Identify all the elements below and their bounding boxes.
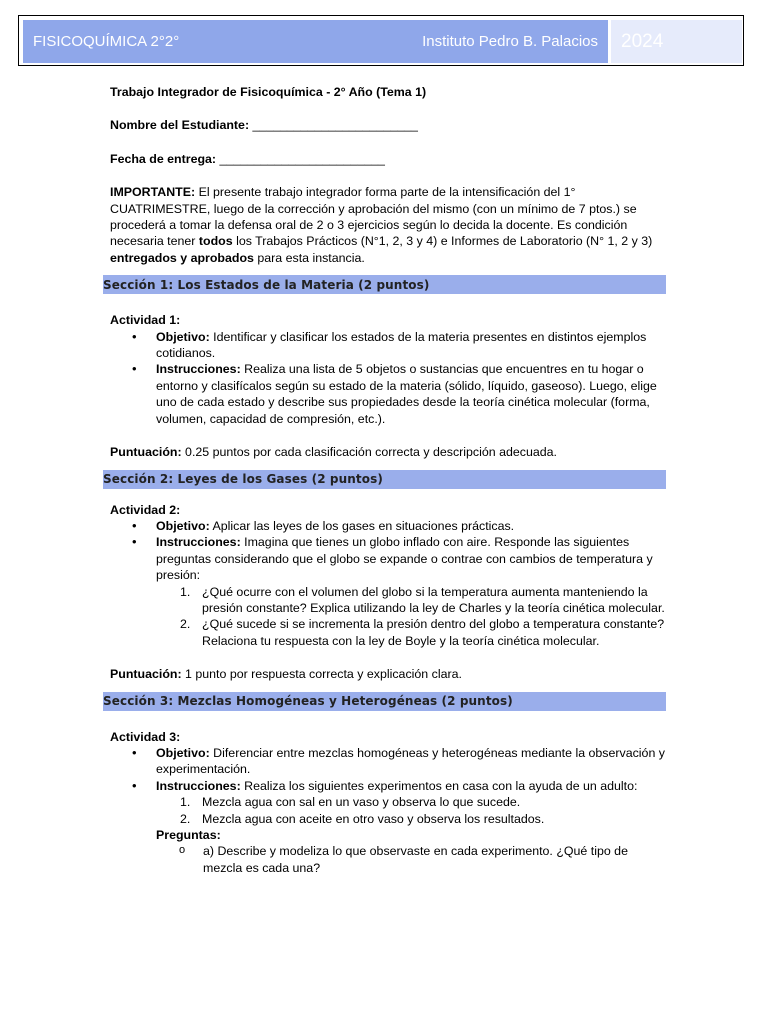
institute-name: Instituto Pedro B. Palacios	[422, 33, 598, 50]
mixture-questions-list	[156, 843, 666, 876]
section-1-heading: Sección 1: Los Estados de la Materia (2 puntos)	[103, 275, 666, 294]
activity-2-title: Actividad 2:	[110, 502, 181, 517]
experiment-steps-list	[110, 794, 666, 827]
document-body	[103, 84, 666, 876]
list-item: 2. ¿Qué sucede si se incrementa la presión dentro del globo a temperatura constante? Relaciona tu respuesta con la ley de Boyle y la teoría cinética molecular.	[180, 617, 665, 648]
questions-label: Preguntas:	[156, 828, 221, 842]
subject-title: FISICOQUÍMICA 2°2°	[33, 33, 180, 50]
activity-1-title: Actividad 1:	[110, 313, 181, 328]
student-name-line: Nombre del Estudiante: ________________________	[110, 118, 418, 133]
list-item: o a) Describe y modeliza lo que observaste en cada experimento. ¿Qué tipo de mezcla es cada una?	[156, 843, 666, 876]
important-note: IMPORTANTE: El presente trabajo integrador forma parte de la intensificación del 1° CUATRIMESTRE, luego de la corrección y aprobación del mismo (con un mínimo de 7 ptos.) se procederá a tomar la defensa oral de 2 o 3 ejercicios según lo decida la docente. Es condición necesaria tener todos los Trabajos Prácticos (N°1, 2, 3 y 4) e Informes de Laboratorio (N° 1, 2 y 3) entregados y aprobados para esta instancia.	[110, 185, 653, 265]
list-item: • Objetivo: Diferenciar entre mezclas homogéneas y heterogéneas mediante la observación y experimentación.	[110, 745, 666, 778]
list-item: 1. ¿Qué ocurre con el volumen del globo si la temperatura aumenta manteniendo la presión constante? Explica utilizando la ley de Charles y la teoría cinética molecular.	[180, 584, 665, 615]
year-box	[611, 20, 742, 63]
list-item: 2. Mezcla agua con aceite en otro vaso y observa los resultados.	[180, 811, 545, 826]
section-2-heading: Sección 2: Leyes de los Gases (2 puntos)	[103, 470, 666, 489]
list-item: 1. Mezcla agua con sal en un vaso y observa lo que sucede.	[180, 795, 521, 810]
activity-2-list	[110, 518, 666, 649]
gas-questions-list	[110, 584, 666, 650]
year-label: 2024	[621, 30, 664, 52]
due-date-line: Fecha de entrega: ________________________	[110, 151, 385, 166]
list-item: • Instrucciones: Realiza una lista de 5 objetos o sustancias que encuentres en tu hogar o entorno y clasifícalos según su estado de la materia (sólido, líquido, gaseoso). Luego, elige uno de cada estado y describe sus propiedades desde la teoría cinética molecular (forma, volumen, capacidad de compresión, etc.).	[110, 361, 666, 427]
list-item: • Instrucciones: Imagina que tienes un globo inflado con aire. Responde las siguientes preguntas considerando que el globo se expande o contrae con cambios de temperatura y presión: 1. ¿Qué ocurre con el volumen del globo si la temperatura aumenta manteniendo la presión constante? Explica utilizando la ley de Charles y la teoría cinética molecular. 2. ¿Qué sucede si se incrementa la presión dentro del globo a temperatura constante? Relaciona tu respuesta con la ley de Boyle y la teoría cinética molecular.	[110, 534, 666, 649]
header-banner	[23, 20, 608, 63]
list-item: • Objetivo: Aplicar las leyes de los gases en situaciones prácticas.	[110, 518, 666, 534]
section-2-score: Puntuación: 1 punto por respuesta correcta y explicación clara.	[110, 667, 462, 682]
section-1-score: Puntuación: 0.25 puntos por cada clasificación correcta y descripción adecuada.	[110, 445, 557, 460]
activity-3-title: Actividad 3:	[110, 729, 181, 744]
document-title: Trabajo Integrador de Fisicoquímica - 2° Año (Tema 1)	[110, 85, 427, 99]
list-item: • Objetivo: Identificar y clasificar los estados de la materia presentes en distintos ejemplos cotidianos.	[110, 329, 666, 362]
list-item: • Instrucciones: Realiza los siguientes experimentos en casa con la ayuda de un adulto: 1. Mezcla agua con sal en un vaso y observa lo que sucede. 2. Mezcla agua con aceite en otro vaso y observa los resultados. Preguntas: o a) Describe y modeliza lo que observaste en cada experimento. ¿Qué tipo de mezcla es cada una?	[110, 778, 666, 876]
activity-3-list	[110, 745, 666, 876]
section-3-heading: Sección 3: Mezclas Homogéneas y Heterogéneas (2 puntos)	[103, 692, 666, 711]
activity-1-list	[110, 329, 666, 427]
